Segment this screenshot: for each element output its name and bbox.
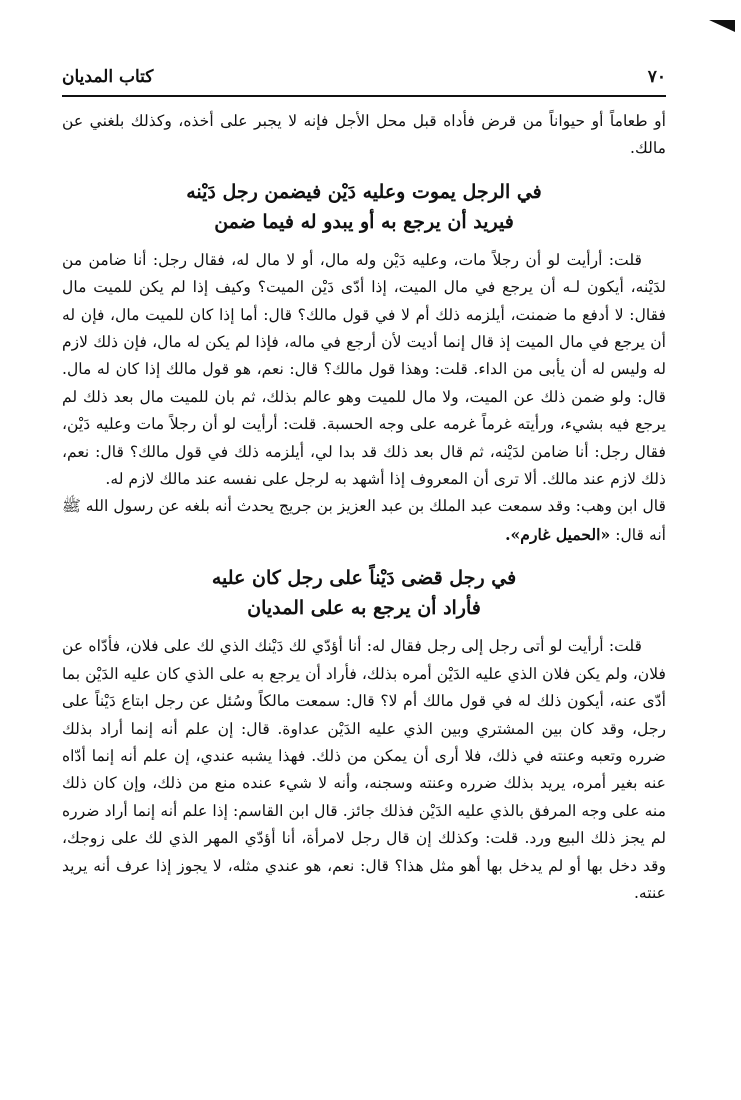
section-heading-1-line-2: فيريد أن يرجع به أو يبدو له فيما ضمن <box>214 210 514 233</box>
header-rule <box>62 95 666 97</box>
opening-paragraph: أو طعاماً أو حيواناً من قرض فأداه قبل محل الأجل فإنه لا يجبر على أخذه، وكذلك بلغني عن مالك. <box>62 112 666 158</box>
section-heading-2-line-2: فأراد أن يرجع به على المديان <box>247 597 481 620</box>
section-heading-2 <box>62 563 666 623</box>
section-heading-2-line-1: في رجل قضى دَيْناً على رجل كان عليه <box>211 567 517 590</box>
section-1-paragraph-2-text: قال ابن وهب: وقد سمعت عبد الملك بن عبد العزيز بن جريج يحدث أنه بلغه عن رسول الله ﷺ أنه قال: <box>61 497 666 544</box>
section-heading-1 <box>62 177 666 237</box>
page-number: ٧٠ <box>647 67 666 87</box>
section-1-paragraph-2 <box>62 493 666 549</box>
running-title: كتاب المديان <box>62 67 154 87</box>
section-2-paragraph-1: قلت: أرأيت لو أتى رجل إلى رجل فقال له: أنا أؤدّي لك دَيْنك الذي لك على فلان، فأدّاه عن فلان، ولم يكن فلان الذي عليه الدَيْن أمره بذلك، فأراد أن يرجع به على الذي كان عليه الدَيْن بما أدّى عنه، أيكون ذلك له في قول مالك أم لا؟ قال: سمعت مالكاً وسُئل عن رجل ابتاع دَيْناً على رجل، وقد كان بين المشتري وبين الذي عليه الدَيْن عداوة. قال: إن علم أنه إنما أراد بذلك ضرره وتعبه وعنته في ذلك، فلا أرى أن يمكن من ذلك. فهذا يشبه عندي، إن علم أنه إنما أدّاه عنه بغير أمره، يريد بذلك ضرره وعنته وسجنه، وأنه لا شيء عنده منع من ذلك، وإن كان ذلك منه على وجه المرفق بالذي عليه الدَيْن فذلك جائز. قال ابن القاسم: إذا علم أنه إنما أراد ضرره لم يجز ذلك البيع ورد. قلت: وكذلك إن قال رجل لامرأة، أنا أؤدّي المهر الذي لك على زوجك، وقد دخل بها أو لم يدخل بها أهو مثل هذا؟ قال: نعم، هو عندي مثله، لا يجوز إذا عرف أنه يريد عنته. <box>62 637 666 902</box>
section-1-paragraph-1: قلت: أرأيت لو أن رجلاً مات، وعليه دَيْن وله مال، أو لا مال له، فقال رجل: أنا ضامن من لدَيْنه، أيكون لـه أن يرجع في مال الميت، إذا أدّى دَيْن الميت؟ وكيف إذا لم يكن للميت مال فقال: لا أدفع ما ضمنت، أيلزمه ذلك أم لا في قول مالك؟ قال: أما إذا كان للميت مال، فإن له أن يرجع في مال الميت إذ قال إنما أديت لأن أرجع في ماله، فإذا لم يكن له مال، فإن ذلك لازم له وليس له أن يأبى من الداء. قلت: وهذا قول مالك؟ قال: نعم، هو قول مالك إذا كان له مال. قال: ولو ضمن ذلك عن الميت، ولا مال للميت وهو عالم بذلك، ثم بان للميت مال بعد ذلك لم يرجع فيه بشيء، ورأيته غرماً غرمه على وجه الحسبة. قلت: أرأيت لو أن رجلاً مات وعليه دَيْن، فقال رجل: أنا ضامن لدَيْنه، ثم قال بعد ذلك قد بدا لي، أيلزمه ذلك في قول مالك؟ قال: نعم، ذلك لازم عند مالك. ألا ترى أن المعروف إذا أشهد به لرجل على نفسه عند مالك لازم له. <box>62 250 666 489</box>
corner-mark <box>709 20 735 32</box>
section-heading-1-line-1: في الرجل يموت وعليه دَيْن فيضمن رجل دَيْنه <box>186 180 542 203</box>
page-body <box>62 108 666 907</box>
page-header <box>62 62 666 92</box>
hadith-quote: «الحميل غارم». <box>505 524 611 544</box>
